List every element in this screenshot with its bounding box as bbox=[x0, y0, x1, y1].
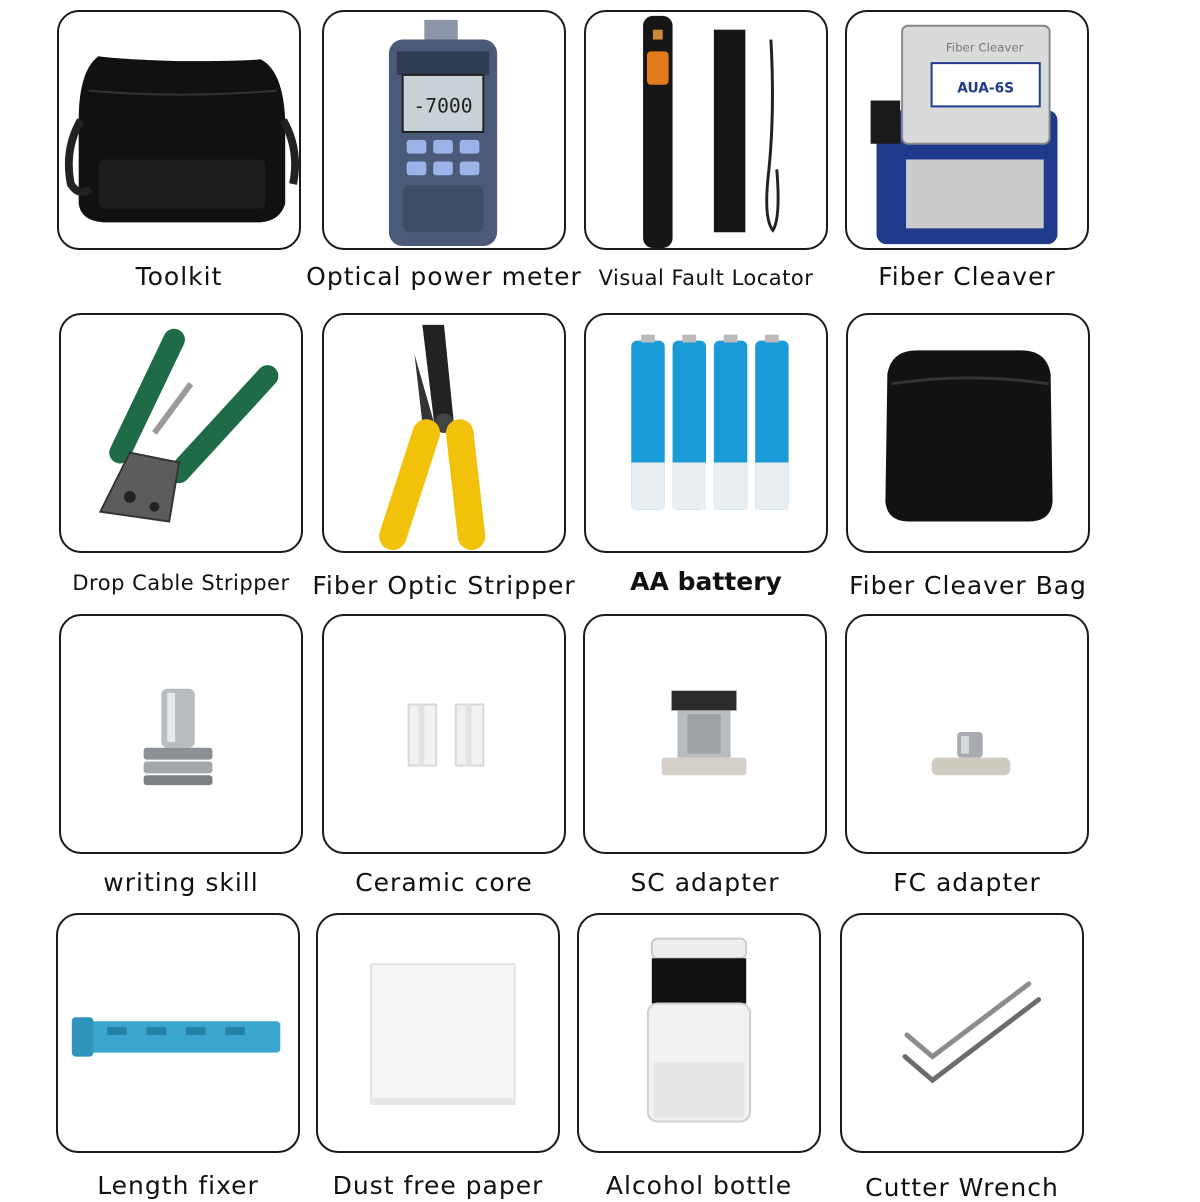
item-tile bbox=[57, 10, 301, 250]
length-fixer-icon bbox=[58, 915, 298, 1151]
meter-display-text: -7000 bbox=[413, 94, 473, 118]
item-label: AA battery bbox=[630, 567, 782, 596]
item-tile bbox=[845, 614, 1089, 854]
cleaver-model-text: AUA-6S bbox=[957, 80, 1015, 97]
item-label: Ceramic core bbox=[355, 868, 533, 897]
item-label: Optical power meter bbox=[306, 262, 582, 291]
sc-adapter-icon bbox=[585, 616, 825, 852]
fiber-cleaver-icon bbox=[847, 12, 1087, 248]
item-label: Dust free paper bbox=[332, 1171, 544, 1200]
item-label: SC adapter bbox=[630, 868, 780, 897]
item-label: Alcohol bottle bbox=[605, 1171, 793, 1200]
item-label: Drop Cable Stripper bbox=[72, 571, 290, 595]
item-label: Toolkit bbox=[135, 262, 223, 291]
optical-power-meter-icon bbox=[324, 12, 564, 248]
item-tile bbox=[584, 10, 828, 250]
item-label: Fiber Optic Stripper bbox=[312, 571, 576, 600]
cutter-wrench-icon bbox=[842, 915, 1082, 1151]
item-label: Fiber Cleaver bbox=[878, 262, 1056, 291]
fiber-optic-stripper-icon bbox=[324, 315, 564, 551]
item-tile bbox=[322, 313, 566, 553]
item-label: Visual Fault Locator bbox=[598, 266, 814, 290]
toolkit-bag-icon bbox=[59, 12, 299, 248]
item-label: Cutter Wrench bbox=[865, 1173, 1059, 1202]
item-tile bbox=[56, 913, 300, 1153]
item-label: Length fixer bbox=[97, 1171, 259, 1200]
item-tile bbox=[584, 313, 828, 553]
item-label: FC adapter bbox=[893, 868, 1041, 897]
item-tile bbox=[840, 913, 1084, 1153]
item-tile bbox=[322, 614, 566, 854]
visual-fault-locator-icon bbox=[586, 12, 826, 248]
aa-battery-icon bbox=[586, 315, 826, 551]
item-tile bbox=[846, 313, 1090, 553]
item-tile bbox=[59, 313, 303, 553]
item-tile bbox=[322, 10, 566, 250]
fiber-cleaver-bag-icon bbox=[848, 315, 1088, 551]
drop-cable-stripper-icon bbox=[61, 315, 301, 551]
item-tile bbox=[59, 614, 303, 854]
item-tile bbox=[316, 913, 560, 1153]
item-tile bbox=[845, 10, 1089, 250]
item-tile bbox=[583, 614, 827, 854]
ceramic-core-icon bbox=[324, 616, 564, 852]
fc-adapter-icon bbox=[847, 616, 1087, 852]
cleaver-brand-text: Fiber Cleaver bbox=[945, 40, 1024, 55]
item-label: writing skill bbox=[103, 868, 259, 897]
item-tile bbox=[577, 913, 821, 1153]
writing-pen-connector-icon bbox=[61, 616, 301, 852]
dust-free-paper-icon bbox=[318, 915, 558, 1151]
item-label: Fiber Cleaver Bag bbox=[849, 571, 1087, 600]
alcohol-bottle-icon bbox=[579, 915, 819, 1151]
